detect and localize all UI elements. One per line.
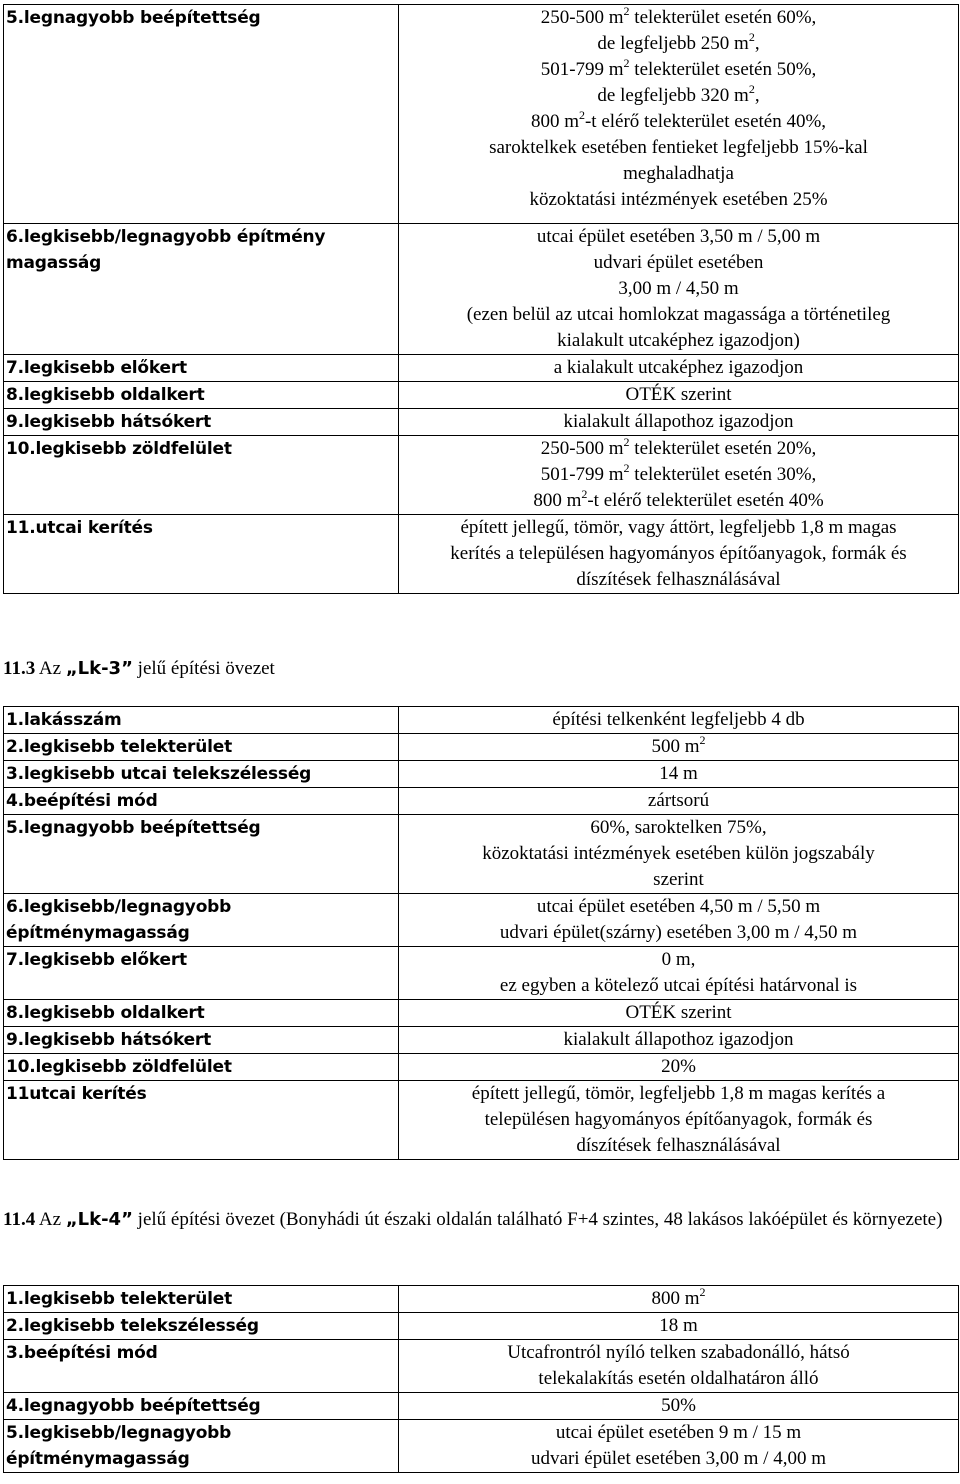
- table-row: [4, 1054, 959, 1081]
- table-row: [4, 1420, 959, 1473]
- table-row: [4, 1340, 959, 1393]
- row-value: [399, 1054, 959, 1081]
- row-value: [399, 788, 959, 815]
- table-row: [4, 5, 959, 224]
- row-label: 8.legkisebb oldalkert: [4, 382, 399, 409]
- superscript: 2: [623, 55, 630, 70]
- row-value: [399, 815, 959, 894]
- row-value: [399, 707, 959, 734]
- value-line: 3,00 m / 4,50 m: [618, 278, 739, 299]
- section-heading-lk3: [3, 656, 956, 682]
- table-row: [4, 1027, 959, 1054]
- table-row: [4, 894, 959, 947]
- row-label: 8.legkisebb oldalkert: [4, 1000, 399, 1027]
- table-row: [4, 436, 959, 515]
- value-line: 20%: [661, 1056, 696, 1077]
- value-line: utcai épület esetében 4,50 m / 5,50 m: [536, 896, 821, 917]
- superscript: 2: [699, 732, 706, 747]
- row-value: [399, 5, 959, 224]
- value-line: közoktatási intézmények esetében 25%: [529, 189, 828, 210]
- row-label: 10.legkisebb zöldfelület: [4, 436, 399, 515]
- row-label: 6.legkisebb/legnagyobb építménymagasság: [4, 894, 399, 947]
- row-value: [399, 355, 959, 382]
- value-line: Utcafrontról nyíló telken szabadonálló, hátsó: [507, 1342, 850, 1363]
- section-pre: Az: [38, 658, 62, 679]
- value-line: közoktatási intézmények esetében külön jogszabály: [482, 843, 875, 864]
- table-row: [4, 734, 959, 761]
- table-row: [4, 1313, 959, 1340]
- section-pre: Az: [38, 1209, 62, 1230]
- table-row: [4, 1081, 959, 1160]
- value-line: szerint: [653, 869, 704, 890]
- superscript: 2: [623, 3, 630, 18]
- superscript: 2: [623, 460, 630, 475]
- row-label: 5.legnagyobb beépítettség: [4, 815, 399, 894]
- value-line: 50%: [661, 1395, 696, 1416]
- table-row: [4, 1000, 959, 1027]
- value-line: 501-799 $m^2$ telekterület esetén 30%,: [540, 460, 817, 485]
- row-label: 5.legnagyobb beépítettség: [4, 5, 399, 224]
- value-line: de legfeljebb 320 $m^2$,: [597, 81, 760, 106]
- row-label: 3.legkisebb utcai telekszélesség: [4, 761, 399, 788]
- value-line: 14 m: [659, 763, 698, 784]
- value-line: (ezen belül az utcai homlokzat magassága a történetileg: [466, 304, 891, 325]
- table-row: [4, 1286, 959, 1313]
- superscript: 2: [578, 107, 585, 122]
- value-line: díszítések felhasználásával: [576, 569, 781, 590]
- superscript: 2: [581, 486, 588, 501]
- row-value: [399, 436, 959, 515]
- row-value: [399, 1027, 959, 1054]
- value-line: utcai épület esetében 9 m / 15 m: [555, 1422, 802, 1443]
- section-number: 11.3: [3, 658, 36, 679]
- value-line: OTÉK szerint: [625, 1002, 732, 1023]
- section-heading-lk4: [3, 1207, 956, 1233]
- section-post: jelű építési övezet: [137, 658, 275, 679]
- value-line: ez egyben a kötelező utcai építési határvonal is: [499, 975, 858, 996]
- row-label: 9.legkisebb hátsókert: [4, 1027, 399, 1054]
- table-row: [4, 947, 959, 1000]
- value-line: kialakult állapothoz igazodjon: [563, 411, 794, 432]
- row-label: 11.utcai kerítés: [4, 515, 399, 594]
- value-line: udvari épület esetében: [593, 252, 764, 273]
- value-line: településen hagyományos építőanyagok, formák és: [484, 1109, 873, 1130]
- row-label: 7.legkisebb előkert: [4, 947, 399, 1000]
- value-line: díszítések felhasználásával: [576, 1135, 781, 1156]
- row-value: [399, 1420, 959, 1473]
- row-value: [399, 761, 959, 788]
- table-row: [4, 515, 959, 594]
- zoning-table-lk2: [3, 4, 959, 594]
- row-label: 11utcai kerítés: [4, 1081, 399, 1160]
- superscript: 2: [699, 1284, 706, 1299]
- value-line: 60%, saroktelken 75%,: [590, 817, 767, 838]
- row-label: 6.legkisebb/legnagyobb építmény magasság: [4, 224, 399, 355]
- row-value: [399, 382, 959, 409]
- row-value: [399, 734, 959, 761]
- row-value: [399, 1340, 959, 1393]
- row-label: 7.legkisebb előkert: [4, 355, 399, 382]
- value-line: a kialakult utcaképhez igazodjon: [553, 357, 804, 378]
- row-value: [399, 1286, 959, 1313]
- table-row: [4, 224, 959, 355]
- row-label: 4.legnagyobb beépítettség: [4, 1393, 399, 1420]
- table-row: [4, 788, 959, 815]
- value-line: 800 $m^2-t$ elérő telekterület esetén 40%,: [530, 107, 827, 132]
- value-line: 250-500 $m^2$ telekterület esetén 20%,: [540, 434, 817, 459]
- table-row: [4, 815, 959, 894]
- value-line: kialakult állapothoz igazodjon: [563, 1029, 794, 1050]
- row-value: [399, 224, 959, 355]
- row-value: [399, 409, 959, 436]
- value-line: 250-500 $m^2$ telekterület esetén 60%,: [540, 3, 817, 28]
- row-label: 1.legkisebb telekterület: [4, 1286, 399, 1313]
- row-value: [399, 1313, 959, 1340]
- superscript: 2: [748, 29, 755, 44]
- row-label: 5.legkisebb/legnagyobb építménymagasság: [4, 1420, 399, 1473]
- value-line: OTÉK szerint: [625, 384, 732, 405]
- value-line: 18 m: [659, 1315, 698, 1336]
- row-label: 4.beépítési mód: [4, 788, 399, 815]
- value-line: utcai épület esetében 3,50 m / 5,00 m: [536, 226, 821, 247]
- table-row: [4, 761, 959, 788]
- superscript: 2: [623, 434, 630, 449]
- value-line: telekalakítás esetén oldalhatáron álló: [538, 1368, 819, 1389]
- value-line: épített jellegű, tömör, vagy áttört, legfeljebb 1,8 m magas: [460, 517, 897, 538]
- row-value: [399, 1000, 959, 1027]
- zone-code: „Lk-3”: [65, 658, 133, 679]
- value-line: saroktelkek esetében fentieket legfeljebb 15%-kal: [489, 137, 868, 158]
- table-row: [4, 409, 959, 436]
- table-row: [4, 355, 959, 382]
- value-line: kerítés a településen hagyományos építőanyagok, formák és: [450, 543, 907, 564]
- row-value: [399, 515, 959, 594]
- section-number: 11.4: [3, 1209, 36, 1230]
- section-post: jelű építési övezet (Bonyhádi út északi oldalán található F+4 szintes, 48 lakásos lakóépület és környezete): [137, 1209, 943, 1230]
- value-line: zártsorú: [647, 790, 710, 811]
- value-line: kialakult utcaképhez igazodjon): [557, 330, 800, 351]
- zoning-table-lk4: [3, 1285, 959, 1473]
- row-label: 2.legkisebb telekszélesség: [4, 1313, 399, 1340]
- zone-code: „Lk-4”: [65, 1209, 133, 1230]
- value-line: udvari épület(szárny) esetében 3,00 m / 4,50 m: [499, 922, 858, 943]
- row-label: 3.beépítési mód: [4, 1340, 399, 1393]
- value-line: meghaladhatja: [623, 163, 734, 184]
- row-value: [399, 1393, 959, 1420]
- value-line: 800 $m^2-t$ elérő telekterület esetén 40%: [533, 486, 824, 511]
- value-line: 800 $m^2$: [651, 1284, 706, 1309]
- value-line: épített jellegű, tömör, legfeljebb 1,8 m magas kerítés a: [471, 1083, 886, 1104]
- value-line: de legfeljebb 250 $m^2$,: [597, 29, 760, 54]
- table-row: [4, 382, 959, 409]
- row-value: [399, 947, 959, 1000]
- value-line: építési telkenként legfeljebb 4 db: [552, 709, 805, 730]
- value-line: 500 $m^2$: [651, 732, 706, 757]
- row-label: 1.lakásszám: [4, 707, 399, 734]
- row-label: 10.legkisebb zöldfelület: [4, 1054, 399, 1081]
- value-line: udvari épület esetében 3,00 m / 4,00 m: [531, 1448, 826, 1469]
- value-line: 501-799 $m^2$ telekterület esetén 50%,: [540, 55, 817, 80]
- value-line: 0 m,: [661, 949, 696, 970]
- row-value: [399, 1081, 959, 1160]
- table-row: [4, 1393, 959, 1420]
- zoning-table-lk3: [3, 706, 959, 1160]
- row-label: 9.legkisebb hátsókert: [4, 409, 399, 436]
- table-row: [4, 707, 959, 734]
- superscript: 2: [748, 81, 755, 96]
- row-label: 2.legkisebb telekterület: [4, 734, 399, 761]
- row-value: [399, 894, 959, 947]
